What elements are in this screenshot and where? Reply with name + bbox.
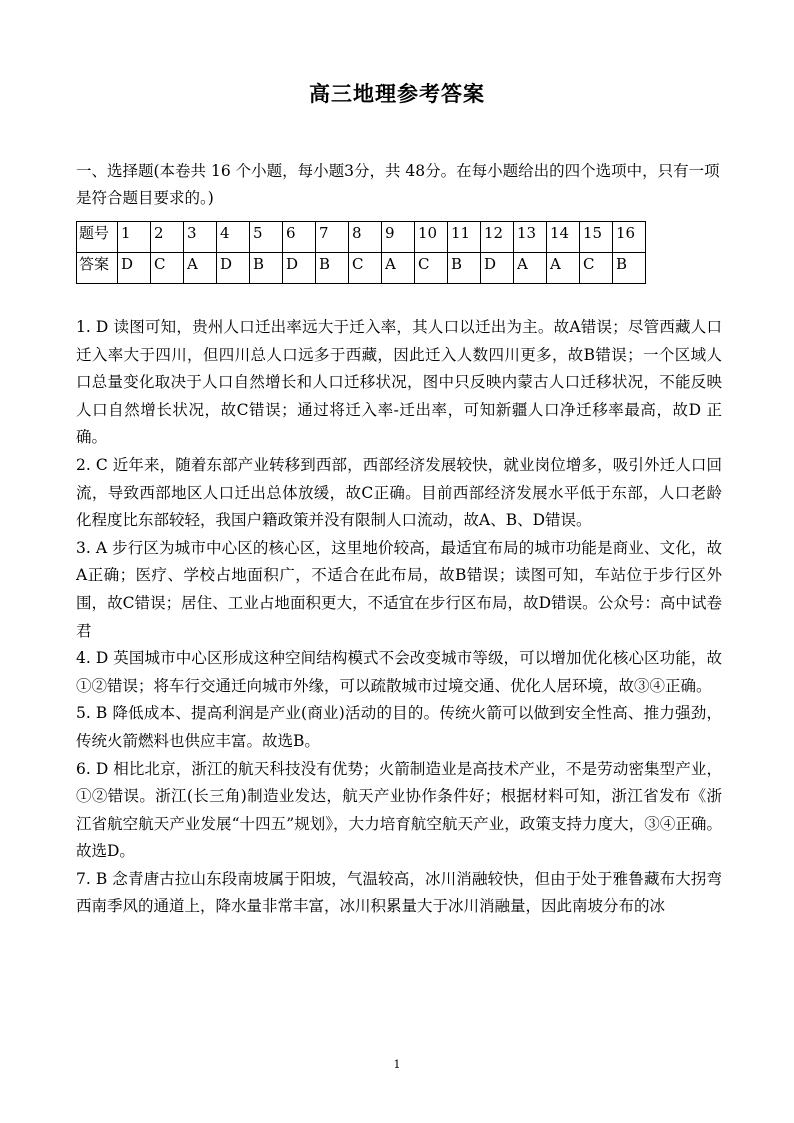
- table-cell-answer: B: [316, 253, 349, 284]
- table-cell-question-number: 9: [382, 222, 415, 253]
- table-cell-answer: D: [118, 253, 151, 284]
- table-cell-answer: D: [283, 253, 316, 284]
- table-cell-question-number: 5: [250, 222, 283, 253]
- explanation-item: 4. D 英国城市中心区形成这种空间结构模式不会改变城市等级，可以增加优化核心区功能，故①②错误；将车行交通迁向城市外缘，可以疏散城市过境交通、优化人居环境，故③④正确。: [76, 649, 722, 695]
- table-cell-answer: A: [547, 253, 580, 284]
- table-cell-answer: D: [217, 253, 250, 284]
- table-row-questions: [77, 222, 646, 253]
- explanation-item: 5. B 降低成本、提高利润是产业(商业)活动的目的。传统火箭可以做到安全性高、推力强劲，传统火箭燃料也供应丰富。故选B。: [76, 704, 722, 750]
- table-cell-question-number: 8: [349, 222, 382, 253]
- table-cell-question-number: 4: [217, 222, 250, 253]
- table-cell-answer: A: [184, 253, 217, 284]
- table-cell-answer: A: [514, 253, 547, 284]
- table-header-answer: 答案: [77, 253, 118, 284]
- explanation-item: 2. C 近年来，随着东部产业转移到西部，西部经济发展较快，就业岗位增多，吸引外迁人口回流，导致西部地区人口迁出总体放缓，故C正确。目前西部经济发展水平低于东部，人口老龄化程度比东部较轻，我国户籍政策并没有限制人口流动，故A、B、D错误。: [76, 455, 722, 530]
- table-cell-question-number: 3: [184, 222, 217, 253]
- table-cell-question-number: 2: [151, 222, 184, 253]
- table-cell-question-number: 10: [415, 222, 448, 253]
- table-cell-question-number: 14: [547, 222, 580, 253]
- table-cell-answer: D: [481, 253, 514, 284]
- explanation-item: 1. D 读图可知，贵州人口迁出率远大于迁入率，其人口以迁出为主。故A错误；尽管西藏人口迁入率大于四川，但四川总人口远多于西藏，因此迁入人数四川更多，故B错误；一个区域人口总量变化取决于人口自然增长和人口迁移状况，图中只反映内蒙古人口迁移状况，不能反映人口自然增长状况，故C错误；通过将迁入率-迁出率，可知新疆人口净迁移率最高，故D 正确。: [76, 318, 722, 447]
- table-cell-question-number: 1: [118, 222, 151, 253]
- explanation-item: 7. B 念青唐古拉山东段南坡属于阳坡，气温较高，冰川消融较快，但由于处于雅鲁藏布大拐弯西南季风的通道上，降水量非常丰富，冰川积累量大于冰川消融量，因此南坡分布的冰: [76, 869, 722, 916]
- page-number: 1: [393, 1058, 401, 1071]
- page-title: 高三地理参考答案: [309, 82, 485, 106]
- table-cell-question-number: 15: [580, 222, 613, 253]
- table-cell-answer: B: [613, 253, 646, 284]
- table-cell-question-number: 16: [613, 222, 646, 253]
- table-cell-question-number: 6: [283, 222, 316, 253]
- table-cell-answer: A: [382, 253, 415, 284]
- table-cell-question-number: 12: [481, 222, 514, 253]
- table-cell-answer: C: [349, 253, 382, 284]
- table-cell-answer: C: [151, 253, 184, 284]
- table-row-answers: [77, 253, 646, 284]
- table-cell-question-number: 7: [316, 222, 349, 253]
- table-cell-answer: C: [415, 253, 448, 284]
- explanation-item: 6. D 相比北京，浙江的航天科技没有优势；火箭制造业是高技术产业，不是劳动密集型产业，①②错误。浙江(长三角)制造业发达，航天产业协作条件好；根据材料可知，浙江省发布《浙江省航空航天产业发展“十四五”规划》，大力培育航空航天产业，政策支持力度大，③④正确。故选D。: [76, 759, 722, 861]
- table-cell-answer: B: [250, 253, 283, 284]
- section-intro: 一、选择题(本卷共 16 个小题，每小题3分，共 48分。在每小题给出的四个选项中，只有一项是符合题目要求的。): [76, 162, 720, 207]
- table-cell-answer: C: [580, 253, 613, 284]
- answer-table: [76, 221, 646, 284]
- table-cell-question-number: 13: [514, 222, 547, 253]
- table-cell-answer: B: [448, 253, 481, 284]
- table-cell-question-number: 11: [448, 222, 481, 253]
- explanation-item: 3. A 步行区为城市中心区的核心区，这里地价较高，最适宜布局的城市功能是商业、文化，故 A正确；医疗、学校占地面积广，不适合在此布局，故B错误；读图可知，车站位于步行区外围，故C错误；居住、工业占地面积更大，不适宜在步行区布局，故D错误。公众号：高中试卷君: [76, 538, 722, 640]
- explanations: [76, 314, 722, 921]
- table-header-question: 题号: [77, 222, 118, 253]
